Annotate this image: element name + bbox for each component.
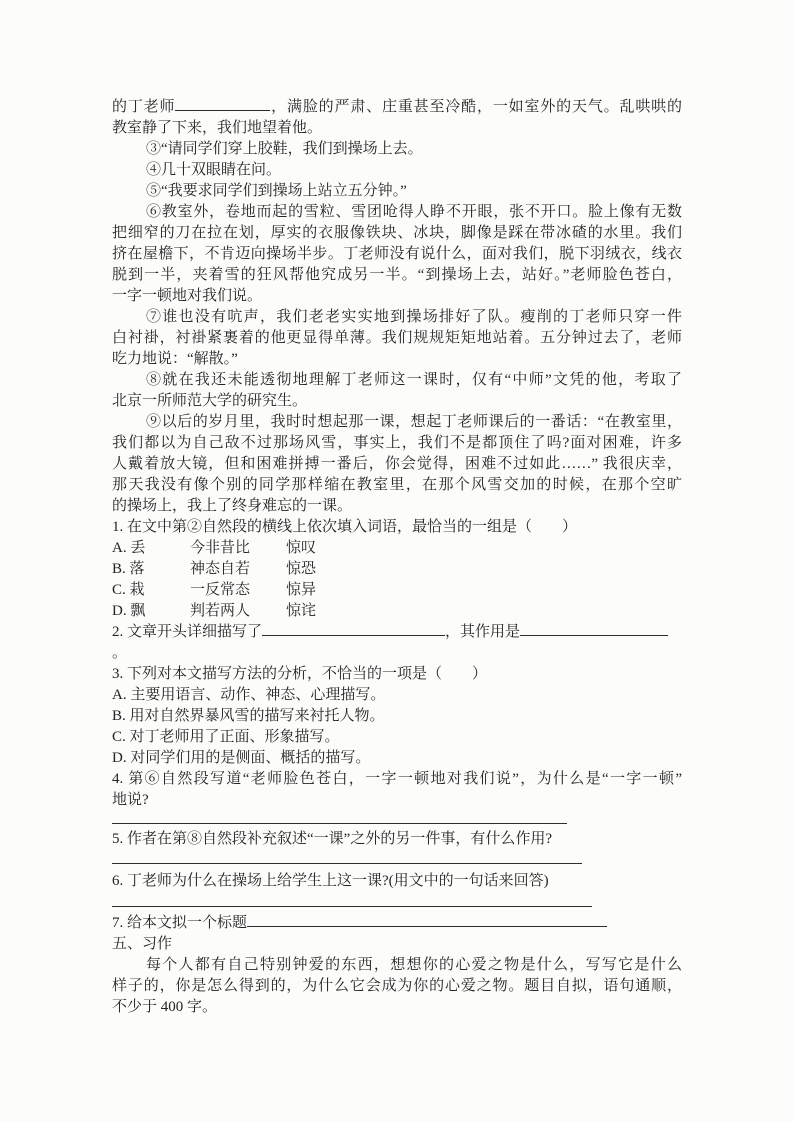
text-run: 3. 下列对本文描写方法的分析，不恰当的一项是（ ） [112,666,488,682]
option-cell: 一反常态 [190,582,251,598]
answer-blank [520,622,668,636]
question-4 [112,769,682,790]
text-run: 2. 文章开头详细描写了 [112,624,263,640]
answer-blank [175,97,270,111]
text-run: 一字一顿地对我们说。 [112,288,263,304]
passage-line-6d [112,265,682,286]
passage-line-5 [112,181,682,202]
text-run: 1. 在文中第②自然段的横线上依次填入词语，最恰当的一组是（ ） [112,519,578,535]
text-run: 5. 作者在第⑧自然段补充叙述“一课”之外的另一件事，有什么作用? [112,831,552,847]
question-1 [112,517,682,538]
text-run: ⑦谁也没有吭声，我们老老实实地到操场排好了队。瘦削的丁老师只穿一件 [146,309,682,325]
option-cell: D. 飘 [112,603,146,619]
passage-line-6a [112,202,682,223]
answer-line-2 [112,863,582,864]
essay-prompt-line-3 [112,997,682,1018]
text-run: 4. 第⑥自然段写道“老师脸色苍白，一字一顿地对我们说”，为什么是“一字一顿” [112,771,682,787]
text-run: ⑨以后的岁月里，我时时想起那一课，想起丁老师课后的一番话：“在教室里， [146,414,682,430]
answer-line-3 [112,906,592,907]
option-cell: C. 栽 [112,582,145,598]
text-run: ⑥教室外，卷地而起的雪粒、雪团呛得人睁不开眼，张不开口。脸上像有无数 [146,204,682,220]
text-run: 把细窄的刀在拉在划，厚实的衣服像铁块、冰块，脚像是踩在带冰碴的水里。我们 [112,225,682,241]
text-run: 那天我没有像个别的同学那样缩在教室里，在那个风雪交加的时候，在那个空旷 [112,477,682,493]
text-run: 人戴着放大镜，但和困难拼搏一番后，你会觉得，困难不过如此……” 我很庆幸， [112,456,682,472]
text-run: 样子的，你是怎么得到的，为什么它会成为你的心爱之物。题目自拟，语句通顺， [112,978,682,994]
passage-line-7c [112,349,682,370]
text-run: 白衬褂，衬褂紧裹着的他更显得单薄。我们规规矩矩地站着。五分钟过去了，老师 [112,330,682,346]
text-run: 教室静了下来，我们地望着他。 [112,120,323,136]
text-run: 的丁老师 [112,99,176,115]
text-run: ③“请同学们穿上胶鞋，我们到操场上去。 [146,141,423,157]
text-run: 。 [112,645,128,661]
option-cell: B. 落 [112,561,145,577]
text-run: 7. 给本文拟一个标题 [112,915,248,931]
passage-line-8a [112,370,682,391]
question-6 [112,871,682,892]
answer-line-1 [112,823,567,824]
passage-line-6e [112,286,682,307]
question-4-cont [112,790,682,811]
text-run: 6. 丁老师为什么在操场上给学生上这一课?(用文中的一句话来回答) [112,873,549,889]
question-5 [112,829,682,850]
answer-blank [262,622,445,636]
passage-line-9c [112,454,682,475]
question-3 [112,664,682,685]
essay-prompt-line-2 [112,976,682,997]
option-cell: 今非昔比 [190,540,251,556]
text-run: ⑧就在我还未能透彻地理解丁老师这一课时，仅有“中师”文凭的他，考取了 [146,372,682,388]
text-run: 五、习作 [112,936,173,952]
text-run: ，满脸的严肃、庄重甚至冷酷，一如室外的天气。乱哄哄的 [270,99,682,115]
option-cell: 判若两人 [190,603,251,619]
question-1-option-a [112,538,682,559]
option-cell: 惊恐 [286,561,317,577]
question-3-option-b [112,706,682,727]
question-2 [112,622,682,664]
passage-line-2b [112,118,682,139]
passage-line-2a [112,97,682,118]
text-run: ⑤“我要求同学们到操场上站立五分钟。” [146,183,407,199]
text-run: D. 对同学们用的是侧面、概括的描写。 [112,750,371,766]
document-text-block [112,97,682,1018]
text-run: 每个人都有自己特别钟爱的东西，想想你的心爱之物是什么，写写它是什么 [146,957,682,973]
question-3-option-d [112,748,682,769]
text-run: A. 主要用语言、动作、神态、心理描写。 [112,687,386,703]
option-cell: 惊异 [286,582,317,598]
text-run: 的操场上，我上了终身难忘的一课。 [112,498,353,514]
text-run: 不少于 400 字。 [112,999,218,1015]
option-cell: 惊叹 [286,540,317,556]
passage-line-3 [112,139,682,160]
answer-blank [247,913,607,927]
passage-line-9d [112,475,682,496]
question-1-option-d [112,601,682,622]
text-run: C. 对丁老师用了正面、形象描写。 [112,729,340,745]
passage-line-6c [112,244,682,265]
question-1-option-c [112,580,682,601]
passage-line-9a [112,412,682,433]
option-cell: 惊诧 [286,603,317,619]
text-run: 挤在屋檐下，不肯迈向操场半步。丁老师没有说什么，面对我们，脱下羽绒衣，线衣 [112,246,682,262]
text-run: ，其作用是 [445,624,521,640]
passage-line-8b [112,391,682,412]
option-cell: 神态自若 [190,561,251,577]
passage-line-7a [112,307,682,328]
text-run: ④几十双眼睛在问。 [146,162,282,178]
question-3-option-c [112,727,682,748]
text-run: 北京一所师范大学的研究生。 [112,393,308,409]
text-run: 吃力地说：“解散。” [112,351,238,367]
passage-line-6b [112,223,682,244]
text-run: B. 用对自然界暴风雪的描写来衬托人物。 [112,708,385,724]
question-7 [112,913,682,934]
passage-line-9e [112,496,682,517]
essay-prompt-line-1 [112,955,682,976]
passage-line-7b [112,328,682,349]
text-run: 地说? [112,792,149,808]
text-run: 脱到一半，夹着雪的狂风帮他究成另一半。“到操场上去，站好。”老师脸色苍白， [112,267,682,283]
question-1-option-b [112,559,682,580]
section-5-heading [112,934,682,955]
text-run: 我们都以为自己敌不过那场风雪，事实上，我们不是都顶住了吗?面对困难，许多 [112,435,682,451]
option-cell: A. 丢 [112,540,146,556]
passage-line-4 [112,160,682,181]
question-3-option-a [112,685,682,706]
passage-line-9b [112,433,682,454]
